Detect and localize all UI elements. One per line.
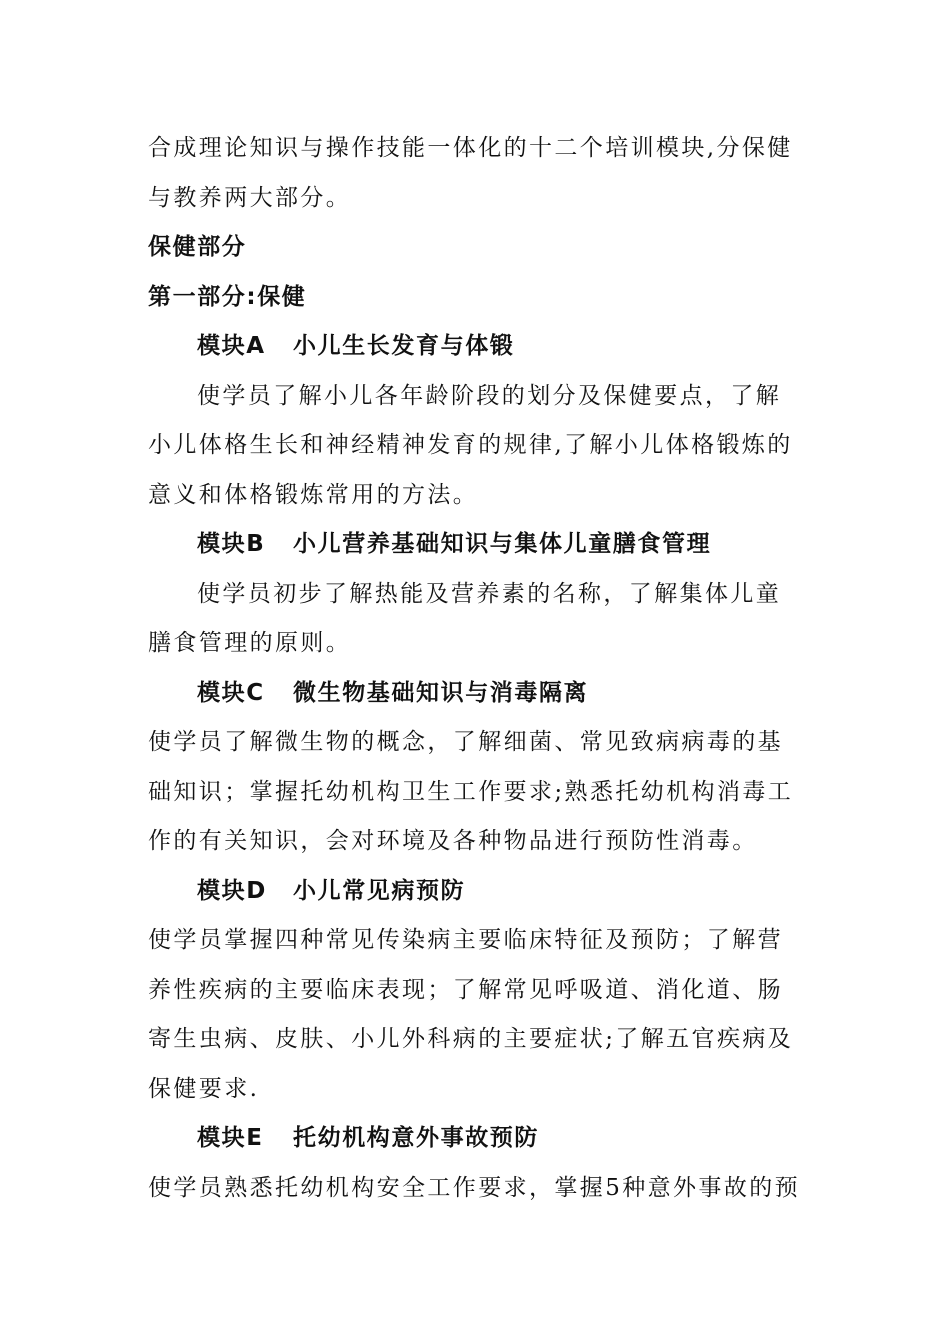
module-text-line: 寄生虫病、皮肤、小儿外科病的主要症状;了解五官疾病及 xyxy=(148,1026,794,1052)
module-text-line: 使学员掌握四种常见传染病主要临床特征及预防；了解营 xyxy=(148,927,783,953)
module-title: 微生物基础知识与消毒隔离 xyxy=(293,679,589,706)
section-title: 保健部分 xyxy=(148,234,247,260)
module-heading-a xyxy=(148,322,808,372)
module-title: 托幼机构意外事故预防 xyxy=(293,1125,539,1151)
module-heading-c xyxy=(148,669,808,719)
module-title: 小儿生长发育与体锻 xyxy=(293,333,515,359)
module-text-line: 使学员了解小儿各年龄阶段的划分及保健要点，了解 xyxy=(197,382,782,409)
module-label: 模块A xyxy=(197,333,266,359)
module-label: 模块D xyxy=(197,877,267,904)
module-label: 模块B xyxy=(197,531,266,557)
module-title: 小儿常见病预防 xyxy=(293,877,466,904)
module-text-line: 使学员熟悉托幼机构安全工作要求，掌握5种意外事故的预 xyxy=(148,1174,801,1201)
module-heading-e xyxy=(148,1114,808,1164)
module-text-line: 养性疾病的主要临床表现；了解常见呼吸道、消化道、肠 xyxy=(148,976,783,1003)
intro-line: 合成理论知识与操作技能一体化的十二个培训模块,分保健 xyxy=(148,135,793,161)
module-text-line: 意义和体格锻炼常用的方法。 xyxy=(148,481,479,508)
module-heading-b xyxy=(148,520,808,570)
module-text-line: 础知识；掌握托幼机构卫生工作要求;熟悉托幼机构消毒工 xyxy=(148,778,794,805)
module-text-line: 作的有关知识，会对环境及各种物品进行预防性消毒。 xyxy=(148,828,758,854)
document-body xyxy=(148,124,808,1213)
module-text-line: 小儿体格生长和神经精神发育的规律,了解小儿体格锻炼的 xyxy=(148,432,793,458)
module-label: 模块C xyxy=(197,679,265,706)
intro-line: 与教养两大部分。 xyxy=(148,184,352,211)
module-title: 小儿营养基础知识与集体儿童膳食管理 xyxy=(293,531,712,557)
module-text-line: 保健要求. xyxy=(148,1075,260,1102)
part-title: 第一部分:保健 xyxy=(148,283,307,310)
module-text-line: 使学员了解微生物的概念，了解细菌、常见致病病毒的基 xyxy=(148,729,783,755)
module-text-line: 膳食管理的原则。 xyxy=(148,630,352,656)
module-heading-d xyxy=(148,867,808,917)
module-text-line: 使学员初步了解热能及营养素的名称，了解集体儿童 xyxy=(197,580,782,607)
module-label: 模块E xyxy=(197,1125,264,1151)
